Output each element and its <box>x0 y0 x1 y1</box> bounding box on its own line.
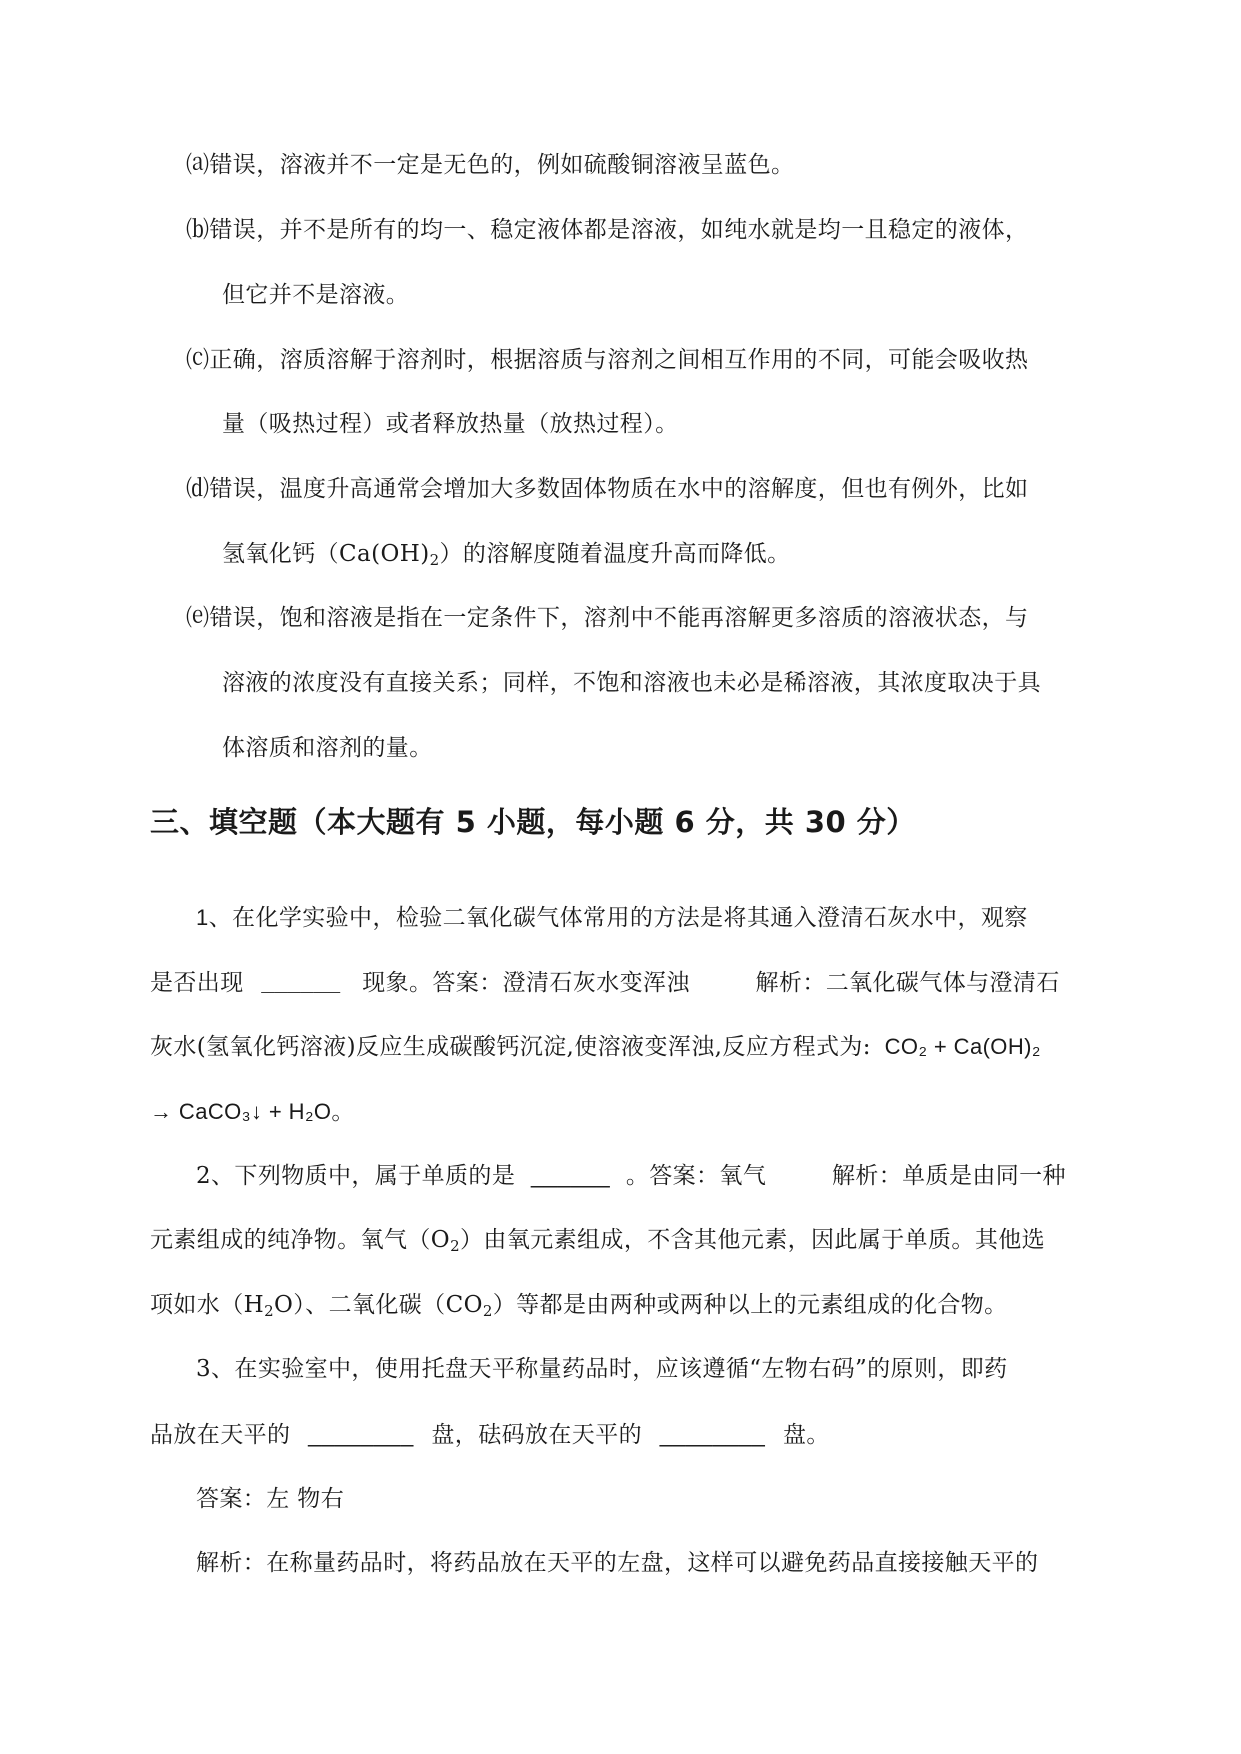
q2-line-1 <box>196 1160 1066 1191</box>
text-segment: 品放在天平的 <box>150 1422 291 1448</box>
analysis-label: 解析：单质是由同一种 <box>831 1163 1066 1189</box>
q1-line-2 <box>150 967 1060 998</box>
section-title: 三、填空题（本大题有 5 小题，每小题 6 分，共 30 分） <box>150 805 916 839</box>
chemical-equation-part-2: → CaCO₃↓ + H₂O <box>150 1099 332 1124</box>
text-segment: 盘。 <box>782 1422 830 1448</box>
text-segment: O）、二氧化碳（CO <box>274 1292 483 1318</box>
text-segment: 2、下列物质中，属于单质的是 <box>196 1163 516 1189</box>
text-segment: 现象。答案：澄清石灰水变浑浊 <box>362 970 690 996</box>
subscript: 2 <box>264 1302 275 1320</box>
question-number: 1 <box>196 905 209 930</box>
option-d-line-1: ⒟错误，温度升高通常会增加大多数固体物质在水中的溶解度，但也有例外，比如 <box>186 476 1029 502</box>
q1-line-4 <box>150 1097 355 1127</box>
text-segment: 灰水(氢氧化钙溶液)反应生成碳酸钙沉淀,使溶液变浑浊,反应方程式为: <box>150 1034 871 1060</box>
option-b-line-2: 但它并不是溶液。 <box>222 282 410 308</box>
option-e-line-1: ⒠错误，饱和溶液是指在一定条件下，溶剂中不能再溶解更多溶质的溶液状态，与 <box>186 605 1029 631</box>
q3-answer: 答案：左 物右 <box>196 1486 345 1512</box>
option-e-line-2: 溶液的浓度没有直接关系；同样，不饱和溶液也未必是稀溶液，其浓度取决于具 <box>222 670 1041 696</box>
text-segment: 。答案：氧气 <box>625 1163 767 1189</box>
answer-blank: ______ <box>530 1162 611 1188</box>
q3-line-2 <box>150 1419 830 1450</box>
option-e-line-3: 体溶质和溶剂的量。 <box>222 735 433 761</box>
answer-blank: ________ <box>308 1421 414 1447</box>
text-segment: ）等都是由两种或两种以上的元素组成的化合物。 <box>492 1292 1008 1318</box>
subscript: 2 <box>450 1237 461 1255</box>
q3-line-1: 3、在实验室中，使用托盘天平称量药品时，应该遵循“左物右码”的原则，即药 <box>196 1356 1008 1382</box>
answer-blank: ________ <box>659 1421 766 1447</box>
option-c-line-2: 量（吸热过程）或者释放热量（放热过程）。 <box>222 411 679 437</box>
option-d-line-2 <box>222 539 791 569</box>
text-segment: 是否出现 <box>150 970 244 996</box>
q1-line-1 <box>196 903 1028 933</box>
text-segment: 项如水（H <box>150 1292 265 1318</box>
option-a-line-1: ⒜错误，溶液并不一定是无色的，例如硫酸铜溶液呈蓝色。 <box>186 152 795 178</box>
text-segment: 。 <box>331 1099 355 1125</box>
analysis-label: 解析：二氧化碳气体与澄清石 <box>755 970 1060 996</box>
text-segment: 氢氧化钙（Ca(OH) <box>222 541 430 567</box>
q2-line-3 <box>150 1290 1008 1320</box>
text-segment: 、在化学实验中，检验二氧化碳气体常用的方法是将其通入澄清石灰水中，观察 <box>208 905 1028 931</box>
q2-line-2 <box>150 1225 1045 1255</box>
option-c-line-1: ⒞正确，溶质溶解于溶剂时，根据溶质与溶剂之间相互作用的不同，可能会吸收热 <box>186 347 1029 373</box>
text-segment: 元素组成的纯净物。氧气（O <box>150 1227 451 1253</box>
option-b-line-1: ⒝错误，并不是所有的均一、稳定液体都是溶液，如纯水就是均一且稳定的液体， <box>186 217 1029 243</box>
text-segment: ）由氧元素组成，不含其他元素，因此属于单质。其他选 <box>460 1227 1046 1253</box>
text-segment: 盘，砝码放在天平的 <box>431 1422 642 1448</box>
q1-line-3 <box>150 1032 1041 1062</box>
chemical-equation-part-1: CO₂ + Ca(OH)₂ <box>884 1034 1041 1059</box>
answer-blank: ______ <box>261 969 341 995</box>
subscript: 2 <box>429 551 440 569</box>
subscript: 2 <box>482 1302 493 1320</box>
text-segment: ）的溶解度随着温度升高而降低。 <box>439 541 791 567</box>
q3-analysis: 解析：在称量药品时，将药品放在天平的左盘，这样可以避免药品直接接触天平的 <box>196 1550 1039 1576</box>
